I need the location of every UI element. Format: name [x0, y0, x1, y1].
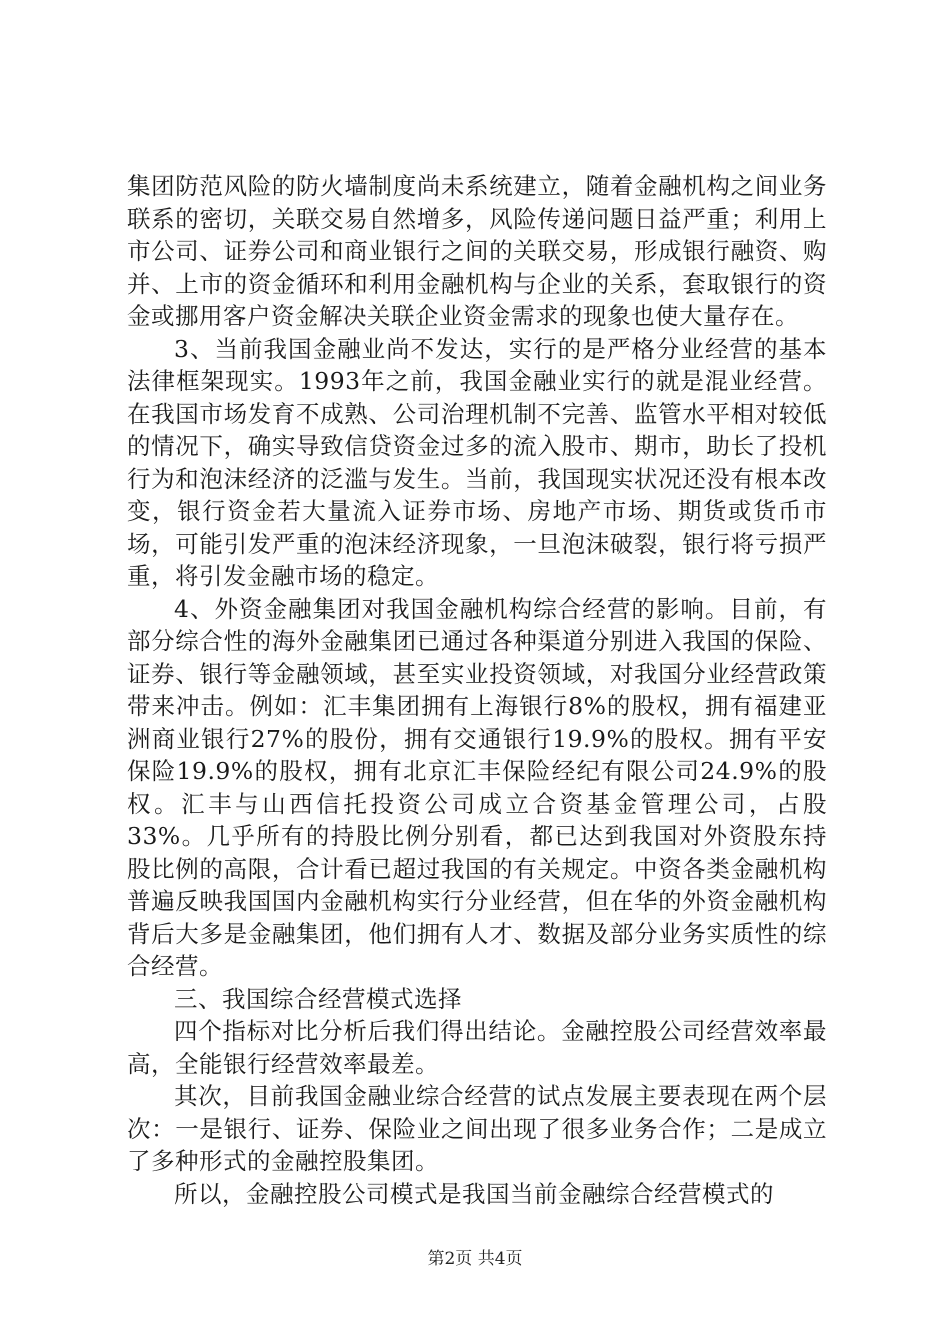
page-footer [0, 1244, 950, 1269]
paragraph-7: 所以，金融控股公司模式是我国当前金融综合经营模式的 [174, 1179, 774, 1208]
paragraph-3: 4、外资金融集团对我国金融机构综合经营的影响。目前，有部分综合性的海外金融集团已通过各种渠道分别进入我国的保险、证券、银行等金融领域，甚至实业投资领域，对我国分业经营政策带来冲击。例如：汇丰集团拥有上海银行8%的股权，拥有福建亚洲商业银行27%的股份，拥有交通银行19.9%的股权。拥有平安保险19.9%的股权，拥有北京汇丰保险经纪有限公司24.9%的股权。汇丰与山西信托投资公司成立合资基金管理公司，占股33%。几乎所有的持股比例分别看，都已达到我国对外资股东持股比例的高限，合计看已超过我国的有关规定。中资各类金融机构普遍反映我国国内金融机构实行分业经营，但在华的外资金融机构背后大多是金融集团，他们拥有人才、数据及部分业务实质性的综合经营。 [127, 594, 827, 980]
paragraph-2: 3、当前我国金融业尚不发达，实行的是严格分业经营的基本法律框架现实。1993年之前，我国金融业实行的就是混业经营。在我国市场发育不成熟、公司治理机制不完善、监管水平相对较低的情况下，确实导致信贷资金过多的流入股市、期市，助长了投机行为和泡沫经济的泛滥与发生。当前，我国现实状况还没有根本改变，银行资金若大量流入证券市场、房地产市场、期货或货币市场，可能引发严重的泡沫经济现象，一旦泡沫破裂，银行将亏损严重，将引发金融市场的稳定。 [127, 334, 827, 590]
section-heading: 三、我国综合经营模式选择 [174, 984, 462, 1013]
paragraph-5: 四个指标对比分析后我们得出结论。金融控股公司经营效率最高，全能银行经营效率最差。 [127, 1017, 827, 1078]
document-body [127, 170, 827, 1210]
page-number: 第2页 共4页 [427, 1249, 523, 1269]
paragraph-1: 集团防范风险的防火墙制度尚未系统建立，随着金融机构之间业务联系的密切，关联交易自然增多，风险传递问题日益严重；利用上市公司、证券公司和商业银行之间的关联交易，形成银行融资、购并、上市的资金循环和利用金融机构与企业的关系，套取银行的资金或挪用客户资金解决关联企业资金需求的现象也使大量存在。 [127, 172, 827, 330]
paragraph-6: 其次，目前我国金融业综合经营的试点发展主要表现在两个层次：一是银行、证券、保险业之间出现了很多业务合作；二是成立了多种形式的金融控股集团。 [127, 1082, 827, 1175]
